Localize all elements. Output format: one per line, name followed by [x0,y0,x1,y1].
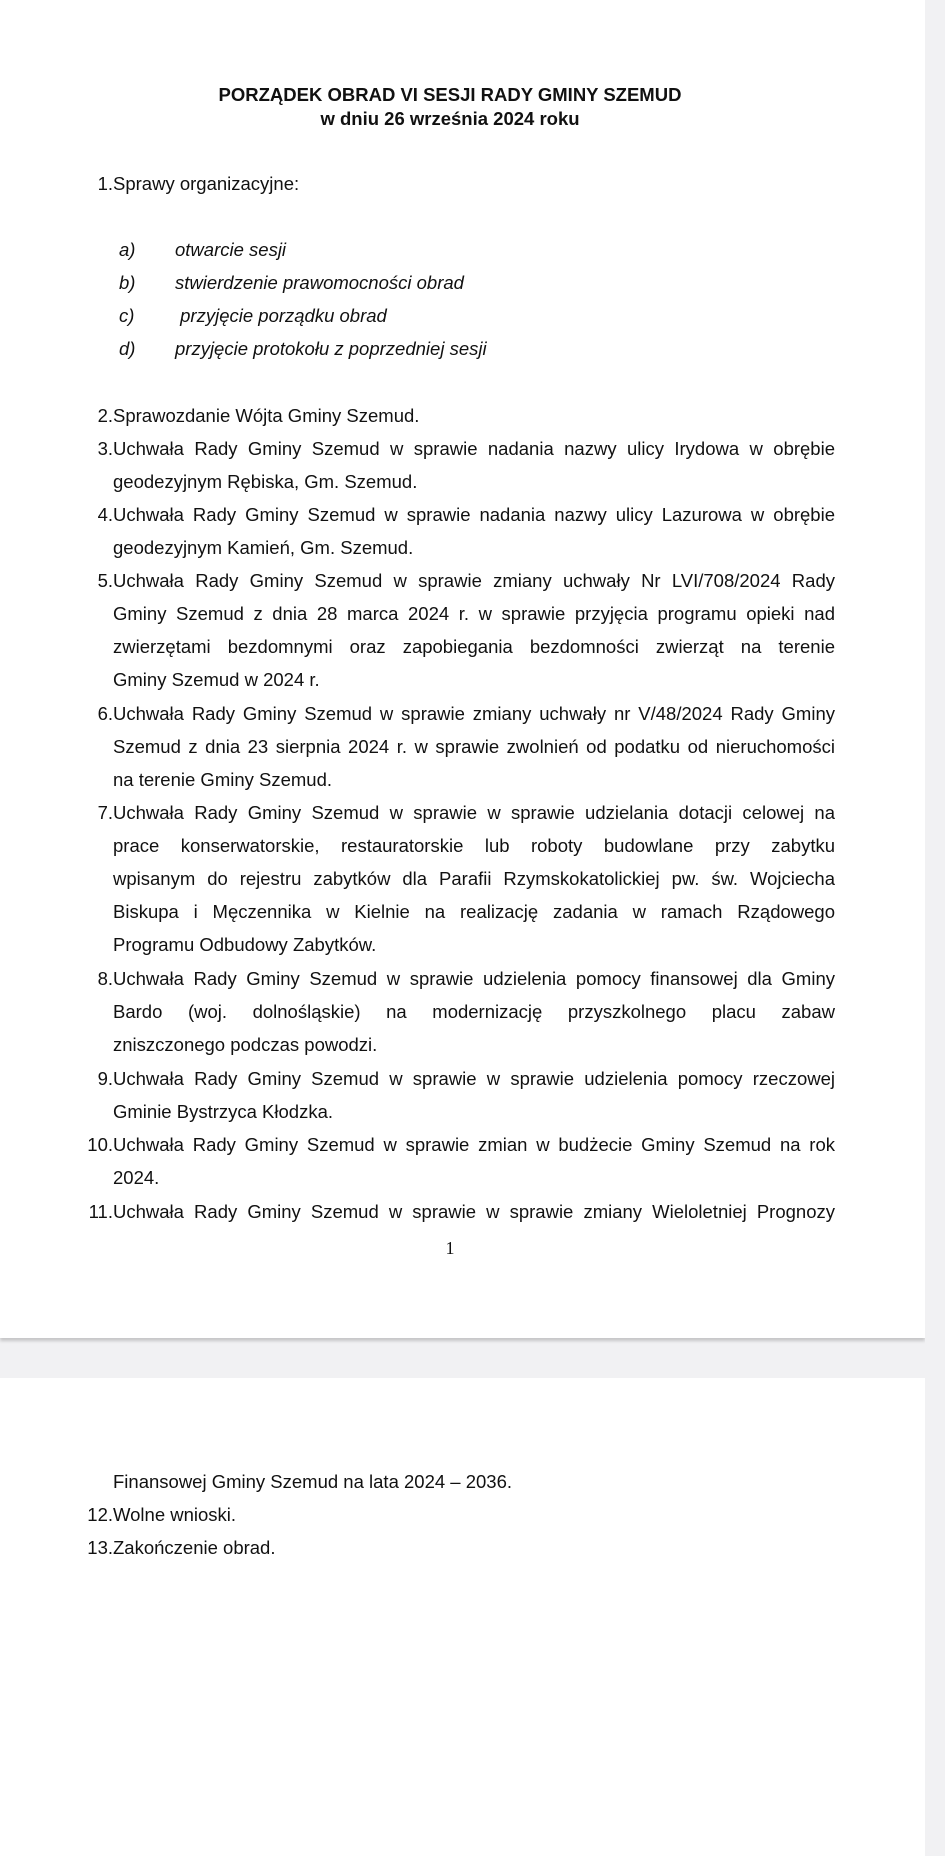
item-line: 2024. [113,1167,160,1188]
item-number: 6. [97,703,113,724]
item-line: Sprawozdanie Wójta Gminy Szemud. [113,405,420,426]
item-line: Uchwała Rady Gminy Szemud w sprawie w sprawie udzielenia pomocy rzeczowej [113,1068,835,1089]
subitem-letter: a) [119,239,136,260]
item-text: Sprawy organizacyjne: [113,173,300,194]
subitem-text: otwarcie sesji [175,239,287,260]
item-number: 2. [97,405,113,426]
item-line: Uchwała Rady Gminy Szemud w sprawie zmian w budżecie Gminy Szemud na rok [113,1134,835,1155]
item-number: 12. [87,1504,113,1525]
item-line: Gminy Szemud z dnia 28 marca 2024 r. w sprawie przyjęcia programu opieki nad [113,603,835,624]
item-number: 10. [87,1134,113,1155]
subitem-letter: b) [119,272,136,293]
item-line: Finansowej Gminy Szemud na lata 2024 – 2036. [113,1471,513,1492]
document-title: PORZĄDEK OBRAD VI SESJI RADY GMINY SZEMUD [218,84,682,105]
item-line: wpisanym do rejestru zabytków dla Parafii Rzymskokatolickiej pw. św. Wojciecha [113,868,835,889]
item-line: Gminy Szemud w 2024 r. [113,669,320,690]
item-number: 13. [87,1537,113,1558]
item-number: 5. [97,570,113,591]
item-number: 3. [97,438,113,459]
document-page-2 [0,1378,925,1856]
document-date: w dniu 26 września 2024 roku [320,108,580,129]
item-number: 7. [97,802,113,823]
item-line: Gminie Bystrzyca Kłodzka. [113,1101,334,1122]
item-line: Uchwała Rady Gminy Szemud w sprawie w sprawie zmiany Wieloletniej Prognozy [113,1201,835,1222]
item-number: 1. [97,173,113,194]
item-number: 4. [97,504,113,525]
item-line: Bardo (woj. dolnośląskie) na modernizację przyszkolnego placu zabaw [113,1001,835,1022]
item-line: prace konserwatorskie, restauratorskie lub roboty budowlane przy zabytku [113,835,835,856]
item-number: 9. [97,1068,113,1089]
item-line: Uchwała Rady Gminy Szemud w sprawie nadania nazwy ulicy Irydowa w obrębie [113,438,835,459]
item-line: Szemud z dnia 23 sierpnia 2024 r. w sprawie zwolnień od podatku od nieruchomości [113,736,835,757]
item-line: Programu Odbudowy Zabytków. [113,934,377,955]
item-number: 11. [88,1201,113,1222]
item-number: 8. [97,968,113,989]
item-line: geodezyjnym Rębiska, Gm. Szemud. [113,471,418,492]
subitem-text: stwierdzenie prawomocności obrad [175,272,464,293]
item-line: Biskupa i Męczennika w Kielnie na realizację zadania w ramach Rządowego [113,901,835,922]
item-line: Uchwała Rady Gminy Szemud w sprawie zmiany uchwały Nr LVI/708/2024 Rady [113,570,835,591]
item-line: zwierzętami bezdomnymi oraz zapobiegania bezdomności zwierząt na terenie [113,636,835,657]
item-line: Wolne wnioski. [113,1504,237,1525]
item-line: Uchwała Rady Gminy Szemud w sprawie zmiany uchwały nr V/48/2024 Rady Gminy [113,703,835,724]
item-line: geodezyjnym Kamień, Gm. Szemud. [113,537,414,558]
subitem-text: przyjęcie protokołu z poprzedniej sesji [175,338,487,359]
item-line: Uchwała Rady Gminy Szemud w sprawie nadania nazwy ulicy Lazurowa w obrębie [113,504,835,525]
item-line: na terenie Gminy Szemud. [113,769,333,790]
item-line: Uchwała Rady Gminy Szemud w sprawie udzielenia pomocy finansowej dla Gminy [113,968,835,989]
item-line: Uchwała Rady Gminy Szemud w sprawie w sprawie udzielania dotacji celowej na [113,802,835,823]
item-line: zniszczonego podczas powodzi. [113,1034,378,1055]
viewer-scroll-track[interactable] [925,0,945,1856]
subitem-letter: d) [119,338,136,359]
subitem-text: przyjęcie porządku obrad [175,305,387,326]
page-number: 1 [445,1238,455,1258]
subitem-letter: c) [119,305,135,326]
item-line: Zakończenie obrad. [113,1537,276,1558]
